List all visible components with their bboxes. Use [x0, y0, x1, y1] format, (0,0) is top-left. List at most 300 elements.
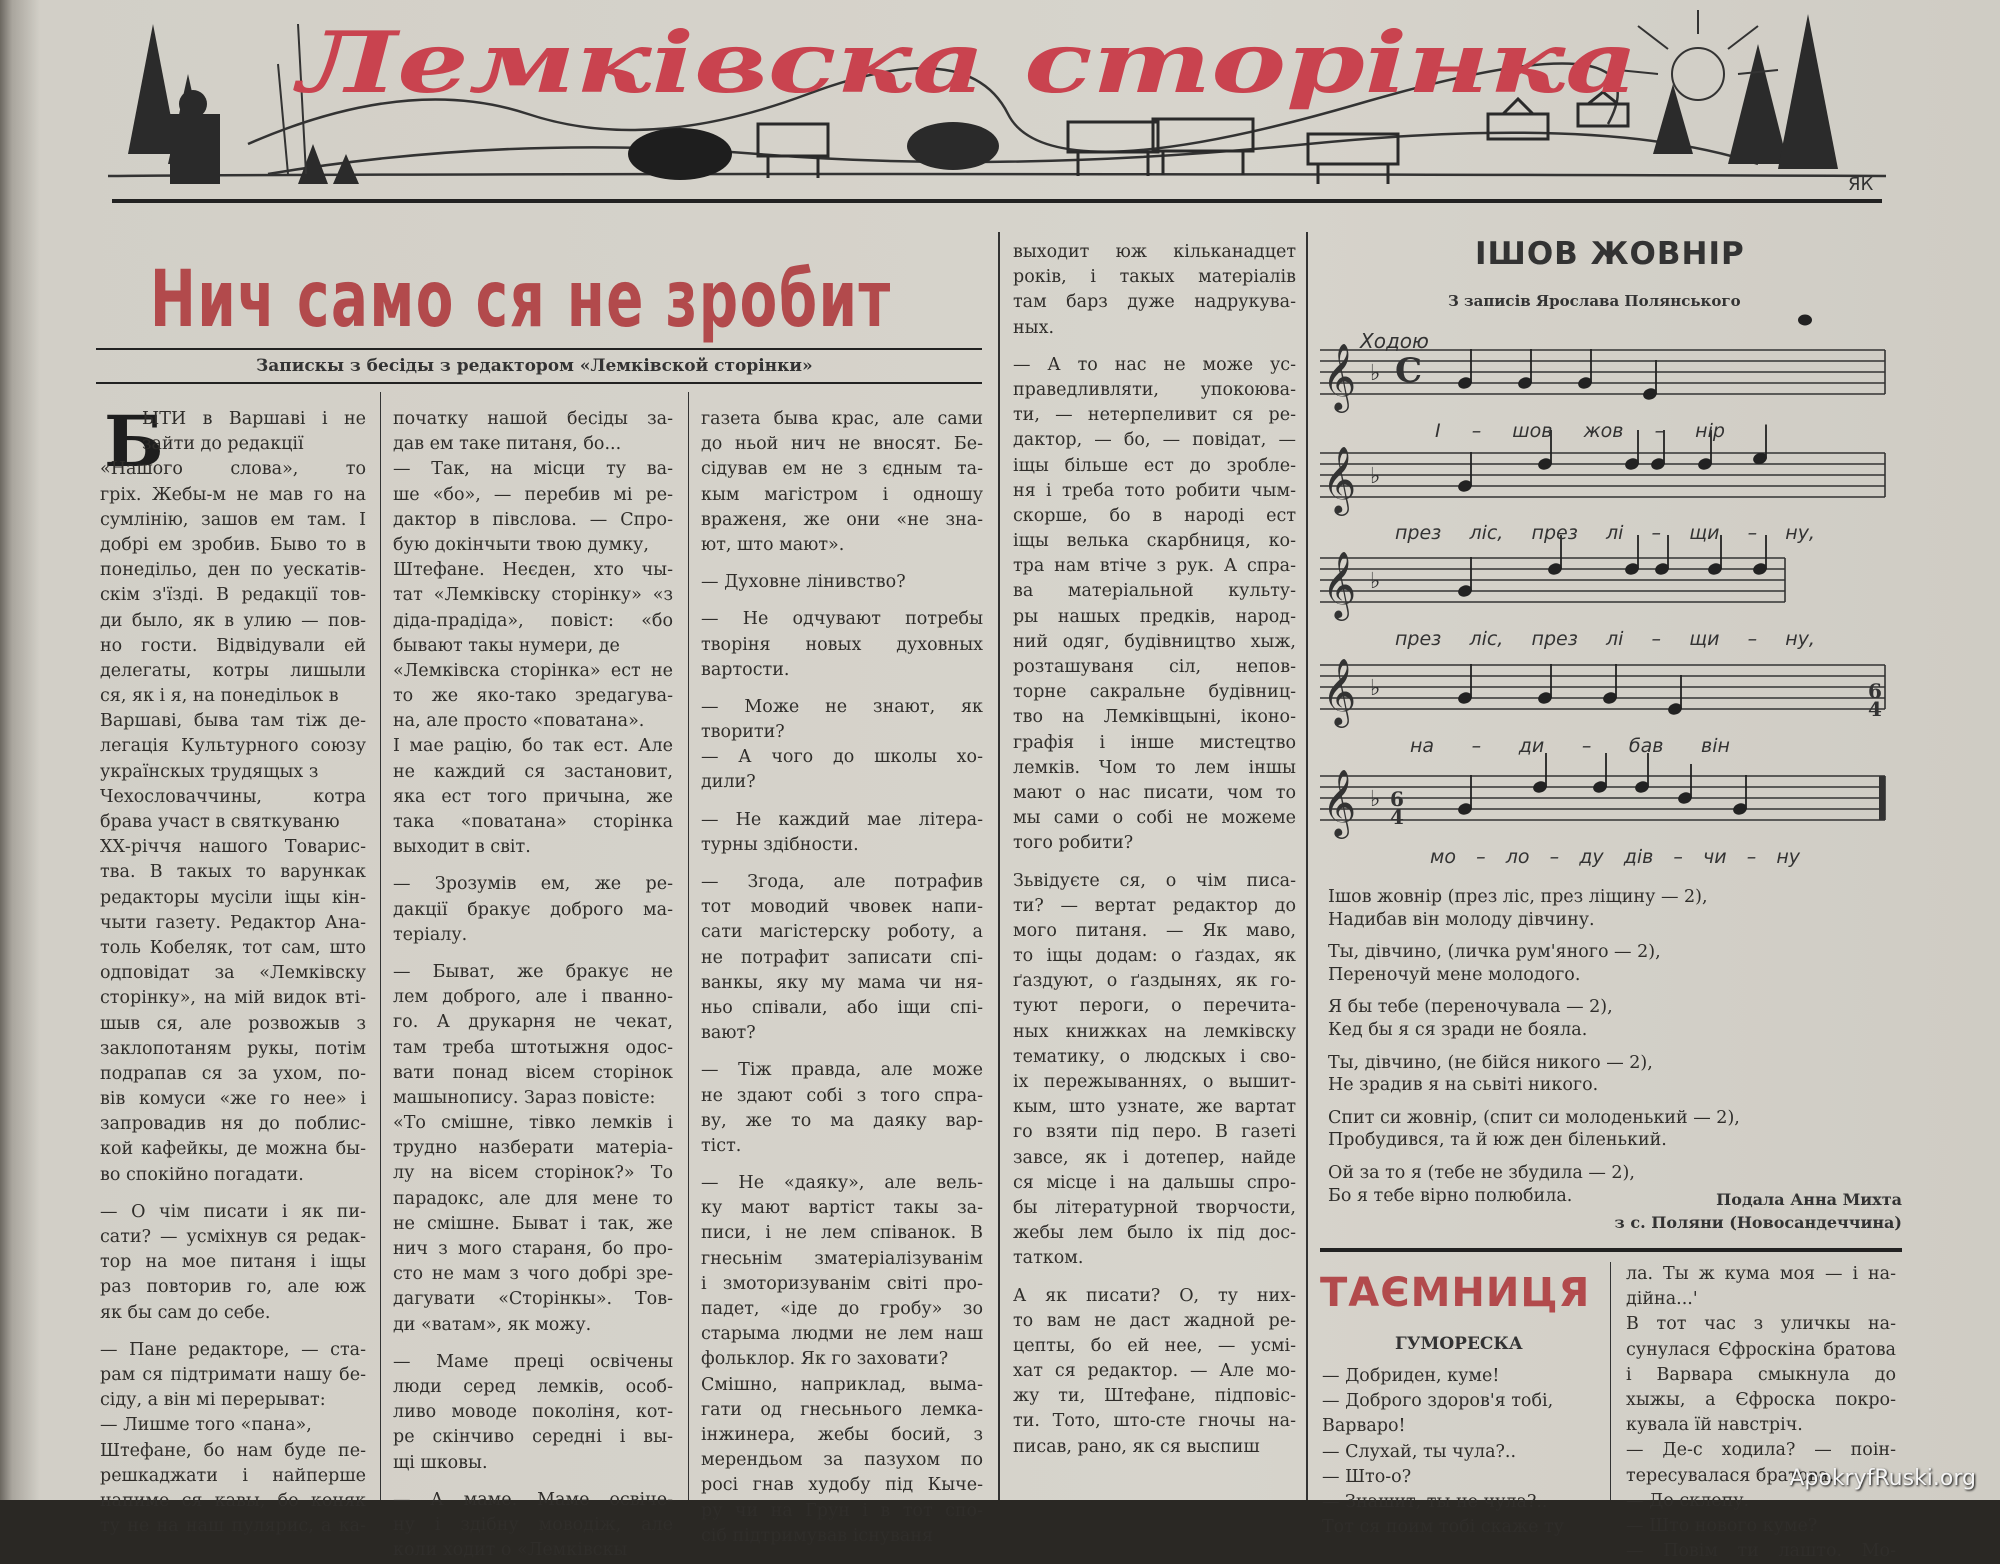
text-line: щі шковы.	[393, 1452, 488, 1473]
text-line: графія і інше мистецтво	[1013, 732, 1296, 753]
text-line: ХХ-річчя нашого Товарис-	[100, 837, 366, 858]
text-line: Варваро!	[1322, 1416, 1406, 1437]
text-line: ву, же то ма даяку вар-	[701, 1110, 983, 1131]
verse-stanza	[1328, 941, 1740, 986]
text-line: гріх. Жебы-м не мав го на	[100, 484, 366, 505]
text-line: ла. Ты ж кума моя — і на-	[1626, 1264, 1896, 1284]
text-line: цепты, бо ей нее, — усмі-	[1013, 1335, 1296, 1356]
text-line: іщы більше ест до зробле-	[1013, 455, 1296, 476]
text-line: — Де-с ходила? — поін-	[1626, 1440, 1896, 1461]
lyric-syllable: ну,	[1785, 628, 1815, 650]
text-line: легація Культурного союзу	[100, 736, 366, 757]
text-line: сумлінію, зашов ем там. І	[100, 509, 366, 530]
text-line: — Повім ти лашто. Мо-	[1626, 1541, 1896, 1562]
text-line: як бы сам до себе.	[100, 1302, 271, 1323]
text-line: дакції бракує доброго ма-	[393, 899, 673, 920]
text-line: ных.	[1013, 317, 1055, 338]
verse-line: Я бы тебе (переночувала — 2),	[1328, 997, 1613, 1018]
text-line: старыма людми не лем наш	[701, 1324, 983, 1345]
text-line: турны здібности.	[701, 834, 859, 855]
text-line: дили?	[701, 772, 756, 793]
text-line: кым магістром і одношу	[701, 484, 983, 505]
lyric-syllable: ди	[1518, 735, 1545, 757]
verse-line: Бо я тебе вірно полюбила.	[1328, 1185, 1573, 1206]
text-line: ЫТИ в Варшаві і не	[142, 409, 366, 429]
paragraph-gap	[701, 796, 983, 808]
flat-key-signature-icon: ♭	[1370, 464, 1381, 489]
text-line: ше «бо», — перебив мі ре-	[393, 484, 673, 505]
headline-rule	[96, 348, 982, 350]
text-line: го взяти під перо. В газеті	[1013, 1122, 1296, 1143]
text-line: ся, як і я, на понедільок в	[100, 686, 339, 707]
drop-cap: Б	[104, 400, 164, 483]
article-headline: Нич само ся не зробит	[150, 255, 892, 345]
text-line: парадокс, але для мене то	[393, 1188, 673, 1209]
text-line: го. А друкарня не чекат,	[393, 1012, 673, 1033]
column-rule	[380, 392, 381, 1500]
text-line: українскых трудящых з	[100, 761, 319, 782]
lyric-syllable: –	[1746, 846, 1757, 868]
text-line: заклопотаням рукы, потім	[100, 1038, 366, 1059]
text-line: брава участ в святкуваню	[100, 812, 340, 832]
column-rule	[688, 392, 689, 1500]
banner-illustration	[108, 4, 1886, 204]
humoresque-column-left	[1322, 1352, 1594, 1538]
text-line: кым, што узнате, же вартат	[1013, 1097, 1296, 1118]
treble-clef-icon: 𝄞	[1322, 550, 1357, 618]
text-line: В тот час з уличкы на-	[1626, 1314, 1896, 1335]
text-line: ют, што мают».	[701, 534, 845, 555]
banner-title: Лемківска сторінка	[292, 13, 1638, 112]
text-line: не здают собі з того спра-	[701, 1085, 983, 1106]
text-line: тат «Лемківску сторінку» «з	[393, 585, 673, 606]
text-line: і змоторизуванім світі про-	[701, 1273, 983, 1294]
text-line: сунулася Єфроскіна братова	[1626, 1339, 1896, 1360]
text-line: лемків. Чом то лем іншы	[1013, 757, 1296, 778]
lyric-syllable: дів	[1623, 846, 1654, 868]
paragraph-gap	[393, 1338, 673, 1350]
text-line: тот моводий чвовек напи-	[701, 897, 983, 918]
paragraph-gap	[393, 1476, 673, 1488]
text-line: подрапав ся за ухом, по-	[100, 1063, 366, 1084]
humoresque-genre: ГУМОРЕСКА	[1395, 1334, 1523, 1354]
paragraph-gap	[701, 683, 983, 695]
text-line: — Зрозумів ем, же ре-	[393, 874, 673, 895]
text-line: во спокійно погадати.	[100, 1164, 304, 1185]
lyric-syllable: през	[1531, 522, 1578, 544]
text-line: ти, — нетерпеливит ся ре-	[1013, 405, 1296, 426]
lyric-syllable: –	[1549, 846, 1560, 868]
text-line: гати од гнесьнього лемка-	[701, 1399, 983, 1420]
text-line: така «поватана» сторінка	[393, 812, 673, 832]
text-line: праведливляти, упокоюва-	[1013, 379, 1296, 400]
verse-line: Пробудився, та й юж ден біленький.	[1328, 1130, 1667, 1151]
section-rule	[1320, 1248, 1902, 1252]
text-line: сати? — усміхнув ся редак-	[100, 1227, 366, 1247]
text-line: вів комуси «же го нее» і	[100, 1089, 366, 1110]
lyrics-line-1	[1435, 420, 1725, 442]
text-line: ґаздуют, о ґаздынях, як го-	[1013, 971, 1296, 992]
lyric-syllable: жов	[1583, 420, 1624, 442]
text-line: ру чи на Грун і в тот спо-	[701, 1500, 983, 1521]
text-line: Штефане. Неєден, хто чы-	[393, 560, 673, 581]
text-line: кой кафейкы, де можна бы-	[100, 1139, 366, 1160]
text-line: скорше, бо в народі ест	[1013, 505, 1296, 526]
text-line: — Што-о?	[1322, 1466, 1412, 1487]
text-line: ку мают вартіст такы за-	[701, 1198, 983, 1219]
lyric-syllable: бав	[1628, 735, 1664, 757]
text-line: дактор, — бо, — повідат, —	[1013, 430, 1296, 451]
text-line: ту не на наш пулярис, а ка-	[100, 1516, 366, 1537]
text-line: того робити?	[1013, 833, 1134, 854]
banner-rule	[112, 199, 1882, 203]
text-line: Варшаві, быва там тіж де-	[100, 711, 366, 732]
verse-line: Надибав він молоду дівчину.	[1328, 909, 1595, 930]
flat-key-signature-icon: ♭	[1370, 787, 1381, 812]
text-line: мают о нас писати, чом то	[1013, 782, 1296, 803]
text-line: — Може не знают, як	[701, 696, 983, 717]
text-line: скім з'їзді. В редакції тов-	[100, 585, 366, 606]
lyric-syllable: ду	[1579, 846, 1604, 868]
text-line: сторінку», на мій видок вті-	[100, 988, 366, 1009]
text-line: мого питаня. — Як маво,	[1013, 920, 1296, 941]
lyric-syllable: ну,	[1785, 522, 1815, 544]
credit-contributor: Подала Анна Михта	[1716, 1190, 1902, 1209]
lyric-syllable: –	[1581, 735, 1592, 757]
text-line: теріалу.	[393, 924, 468, 945]
text-line: — Не одчувают потребы	[701, 609, 983, 630]
text-line: тор на мое питаня і іщы	[100, 1252, 366, 1273]
lyric-syllable: през	[1531, 628, 1578, 650]
lyric-syllable: ну	[1776, 846, 1800, 868]
paragraph-gap	[1013, 1272, 1296, 1284]
song-title: ІШОВ ЖОВНІР	[1475, 236, 1745, 272]
text-line: запровадив ня до поблис-	[100, 1114, 366, 1135]
text-line: росі гнав худобу під Кыче-	[701, 1475, 983, 1496]
time-signature: C	[1395, 351, 1423, 391]
text-line: ре скінчиво середні і вы-	[393, 1427, 673, 1448]
song-source: З записів Ярослава Полянського	[1448, 292, 1741, 310]
final-barline	[1879, 776, 1885, 820]
text-line: но гости. Відвідували ей	[100, 635, 366, 656]
text-line: татком.	[1013, 1248, 1084, 1269]
paragraph-gap	[701, 858, 983, 870]
text-line: кувала їй навстріч.	[1626, 1415, 1803, 1436]
column-rule	[998, 232, 1000, 1500]
text-line: років, і такых матеріалів	[1013, 267, 1296, 288]
lyric-syllable: през	[1395, 522, 1442, 544]
lyric-syllable: –	[1654, 420, 1665, 442]
text-line: — А маме. Маме освіче-	[393, 1489, 673, 1510]
time-signature: 6	[1390, 787, 1404, 811]
text-line: творіня новых духовных	[701, 634, 983, 655]
lyric-syllable: –	[1476, 846, 1486, 868]
paragraph-gap	[701, 1159, 983, 1171]
paragraph-gap	[393, 860, 673, 872]
text-line: трудно назберати матеріа-	[393, 1138, 673, 1159]
lyric-syllable: ліс,	[1469, 628, 1504, 650]
flat-key-signature-icon: ♭	[1370, 569, 1381, 594]
text-line: — О чім писати і як пи-	[100, 1201, 366, 1222]
lyric-syllable: І	[1435, 420, 1441, 442]
lyric-syllable: –	[1651, 628, 1662, 650]
text-line: тематику, о людскых і сво-	[1013, 1046, 1296, 1067]
text-line: напиме ся кавы, бо коняк	[100, 1490, 366, 1511]
text-line: враженя, же они «не зна-	[701, 509, 983, 530]
subhead-rule	[96, 382, 982, 384]
lyric-syllable: чи	[1703, 846, 1727, 868]
text-line: яка ест того причына, же	[393, 786, 673, 807]
text-line: ти? — вертат редактор до	[1013, 895, 1296, 916]
text-line: і Варвара смыкнула до	[1626, 1364, 1896, 1385]
text-line: писав, рано, як ся выспиш	[1013, 1436, 1260, 1457]
text-line: дагувати «Сторінкы». Тов-	[393, 1289, 673, 1310]
article-column-2	[393, 407, 673, 1561]
text-line: туют пероги, о перечита-	[1013, 996, 1296, 1017]
text-line: тіст.	[701, 1135, 742, 1156]
text-line: вают?	[701, 1023, 756, 1044]
text-line: Штефане, бо нам буде пе-	[100, 1440, 366, 1461]
text-line: завсе, як і дотепер, найде	[1013, 1147, 1296, 1168]
time-signature: 4	[1868, 697, 1882, 721]
column-rule	[1306, 232, 1308, 1500]
text-line: ти. Тото, што-сте гночы на-	[1013, 1411, 1296, 1432]
paragraph-gap	[1322, 1352, 1594, 1364]
text-line: — Духовне лінивство?	[701, 572, 906, 593]
text-line: ня і треба тото робити чым-	[1013, 480, 1296, 501]
article-subheadline: Запискы з бесіды з редактором «Лемківской сторінки»	[256, 356, 813, 376]
lyric-syllable: нір	[1695, 420, 1725, 442]
lyrics-line-5	[1430, 846, 1800, 868]
humoresque-title: ТАЄМНИЦЯ	[1320, 1270, 1591, 1316]
text-line: «Лемківска сторінка» ест не	[393, 660, 673, 681]
verse-stanza	[1328, 886, 1740, 931]
lyric-syllable: –	[1747, 628, 1758, 650]
text-line: «Нашого слова», то	[100, 459, 366, 480]
flat-key-signature-icon: ♭	[1370, 676, 1381, 701]
lyric-syllable: щи	[1689, 628, 1720, 650]
text-line: писи, і не лем співанок. В	[701, 1223, 983, 1244]
column-rule	[1610, 1262, 1611, 1500]
lyric-syllable: ло	[1505, 846, 1530, 868]
text-line: редакторы мусіли іщы кін-	[100, 887, 366, 908]
text-line: лем доброго, але і пванно-	[393, 987, 673, 1008]
text-line: Чехословаччины, котра	[100, 786, 366, 807]
article-column-4	[1013, 240, 1296, 1500]
text-line: ва матеріальной культу-	[1013, 581, 1296, 602]
paragraph-gap	[1013, 857, 1296, 869]
text-line: на, але просто «поватана».	[393, 711, 645, 732]
text-line: коли ходит о «Лемківскы	[393, 1540, 628, 1561]
text-line: — Лишме того «пана»,	[100, 1415, 312, 1436]
text-line: — Знашит, ты не чула?..	[1322, 1491, 1548, 1512]
text-line: бы літературной творчости,	[1013, 1197, 1296, 1218]
text-line: мы сами о собі не можеме	[1013, 808, 1296, 829]
time-signature: 4	[1390, 805, 1404, 829]
text-line: делегаты, котры лишыли	[100, 660, 366, 681]
banner-artist-mark: ЯК	[1848, 174, 1874, 195]
text-line: тва. В такых то варункак	[100, 862, 366, 883]
text-line: ся місце і на дальшы спро-	[1013, 1172, 1296, 1193]
time-signature: 6	[1868, 679, 1882, 703]
text-line: — Доброго здоров'я тобі,	[1322, 1391, 1554, 1412]
treble-clef-icon: 𝄞	[1322, 657, 1357, 725]
text-line: розташуваня сіл, непов-	[1013, 657, 1296, 677]
paragraph-gap	[393, 948, 673, 960]
verse-stanza	[1328, 1052, 1740, 1097]
lyric-syllable: шов	[1512, 420, 1553, 442]
note-head	[1799, 315, 1812, 325]
text-line: ньо співали, або іщи спі-	[701, 997, 983, 1018]
watermark: ApokryfRuski.org	[1789, 1466, 1976, 1491]
text-line: — А то нас не може ус-	[1013, 354, 1296, 375]
text-line: то же яко-тако зредагува-	[393, 686, 673, 707]
text-line: — Маме преці освічены	[393, 1351, 673, 1372]
verse-line: Ты, дівчино, (не бійся никого — 2),	[1328, 1052, 1653, 1073]
text-line: — Добриден, куме!	[1322, 1366, 1500, 1386]
lyric-syllable: –	[1747, 522, 1758, 544]
text-line: сати магістерску роботу, а	[701, 922, 983, 943]
lyric-syllable: ліс,	[1469, 522, 1504, 544]
lyric-syllable: мо	[1430, 846, 1456, 868]
text-line: сто не мам з чого добрі зре-	[393, 1264, 673, 1285]
lyrics-line-3	[1395, 628, 1815, 650]
lyric-syllable: през	[1395, 628, 1442, 650]
text-line: жу ти, Штефане, підповіс-	[1013, 1386, 1296, 1407]
text-line: не смішне. Быват і так, же	[393, 1213, 673, 1234]
lyric-syllable: –	[1673, 846, 1683, 868]
text-line: нич з мого стараня, бо про-	[393, 1239, 673, 1259]
text-line: Тот ся поим тобі скаже ту	[1322, 1517, 1564, 1538]
lyric-syllable: –	[1471, 735, 1482, 757]
verse-stanza	[1328, 1107, 1740, 1152]
paragraph-gap	[701, 558, 983, 570]
text-line: — До склепу.	[1626, 1490, 1750, 1511]
text-line: А як писати? О, ту них-	[1013, 1285, 1296, 1306]
flat-key-signature-icon: ♭	[1370, 361, 1381, 386]
text-line: бую докінчыти твою думку,	[393, 534, 649, 555]
text-line: фольклор. Як го заховати?	[701, 1349, 949, 1370]
text-line: лу на вісем сторінок?» То	[393, 1163, 673, 1184]
lyrics-line-2	[1395, 522, 1815, 544]
text-line: бывают такы нумери, де	[393, 635, 620, 656]
text-line: сіб підтримував існуваня	[701, 1525, 934, 1546]
text-line: ну і здібну моводіж, але	[393, 1514, 673, 1535]
text-line: вартости.	[701, 659, 790, 680]
text-line: — Слухай, ты чула?..	[1322, 1441, 1517, 1462]
text-line: рам ся підтримати нашу бе-	[100, 1364, 366, 1385]
verse-line: Кед бы я ся зради не бояла.	[1328, 1019, 1588, 1040]
text-line: добрі ем зробив. Быво то в	[100, 534, 366, 555]
lyric-syllable: він	[1701, 735, 1730, 757]
text-line: понедільо, ден по уескатів-	[100, 560, 366, 581]
lyrics-line-4	[1410, 735, 1730, 757]
text-line: не потрафит записати спі-	[701, 947, 983, 968]
text-line: не каждий ся застановит,	[393, 761, 673, 782]
text-line: гнесьнім зматеріалізуванім	[701, 1248, 983, 1269]
verse-line: Переночуй мене молодого.	[1328, 964, 1581, 985]
text-line: тра нам втіче з рук. А спра-	[1013, 556, 1296, 577]
text-line: — Не каждий мае літера-	[701, 809, 983, 830]
text-line: ди «ватам», як можу.	[393, 1314, 592, 1335]
text-line: мерендьом за пазухом по	[701, 1450, 983, 1471]
lyric-syllable: –	[1471, 420, 1482, 442]
text-line: люди серед лемків, особ-	[393, 1376, 673, 1397]
text-line: — Згода, але потрафив	[701, 872, 983, 892]
lyric-syllable: на	[1410, 735, 1435, 757]
text-line: дактор в півслова. — Спро-	[393, 509, 673, 530]
text-line: одповідат за «Лемківску	[100, 963, 366, 984]
paragraph-gap	[100, 1188, 366, 1200]
tempo-marking: Ходою	[1360, 329, 1429, 353]
text-line: ры нашых предків, народ-	[1013, 606, 1296, 627]
lyric-syllable: лі	[1605, 522, 1624, 544]
text-line: то вам не даст жадной ре-	[1013, 1310, 1296, 1331]
text-line: початку нашой бесіды за-	[393, 409, 673, 429]
verse-line: Ты, дівчино, (личка рум'яного — 2),	[1328, 942, 1661, 963]
lyric-syllable: лі	[1605, 628, 1624, 650]
text-line: машынопису. Зараз повісте:	[393, 1087, 656, 1108]
text-line: торне сакральне будівниц-	[1013, 682, 1296, 703]
text-line: «То смішне, тівко лемків і	[393, 1113, 673, 1134]
text-line: то іщы додам: о ґаздах, як	[1013, 946, 1296, 967]
verse-stanza	[1328, 996, 1740, 1041]
text-line: раз повторив го, але юж	[100, 1277, 366, 1298]
lyric-syllable: щи	[1689, 522, 1720, 544]
credit-village: з с. Поляни (Новосандеччина)	[1614, 1213, 1902, 1232]
text-line: іщы велька скарбниця, ко-	[1013, 531, 1296, 552]
text-line: ливо моводе поколіня, кот-	[393, 1402, 673, 1423]
text-line: хыжы, а Єфроска покро-	[1626, 1389, 1896, 1410]
text-line: жебы лем было іх під дос-	[1013, 1223, 1296, 1244]
sheet-music	[1320, 320, 1920, 880]
text-line: тво на Лемківщыні, іконо-	[1013, 707, 1296, 728]
text-line: Зьвідуєте ся, о чім писа-	[1013, 870, 1296, 891]
text-line: сіду, а він мі перерыват:	[100, 1390, 326, 1411]
text-line: — Тіж правда, але може	[701, 1060, 983, 1081]
text-line: творити?	[701, 722, 785, 743]
treble-clef-icon: 𝄞	[1322, 768, 1357, 836]
text-line: там треба штотыжня одос-	[393, 1037, 673, 1058]
text-line: дійна...'	[1626, 1289, 1698, 1310]
text-line: газета быва крас, але сами	[701, 409, 983, 429]
verse-line: Не зрадив я на сьвіті никого.	[1328, 1075, 1599, 1096]
text-line: — Не «даяку», але вель-	[701, 1173, 983, 1194]
text-line: зайти до редакції	[142, 434, 304, 455]
text-line: Смішно, наприклад, выма-	[701, 1374, 983, 1395]
article-column-1	[100, 400, 366, 1537]
paragraph-gap	[701, 595, 983, 607]
verse-line: Ой за то я (тебе не збудила — 2),	[1328, 1162, 1635, 1183]
text-line: — Быват, же бракує не	[393, 961, 673, 982]
text-line: іх пережываннях, о вышит-	[1013, 1072, 1296, 1092]
text-line: там барз дуже надрукува-	[1013, 292, 1296, 313]
text-line: ных книжках на лемківску	[1013, 1021, 1296, 1042]
text-line: вати понад вісем сторінок	[393, 1062, 673, 1083]
text-line: ванкы, яку му мама чи ня-	[701, 972, 983, 993]
text-line: ди было, як в улию — пов-	[100, 610, 366, 631]
text-line: — А чого до школы хо-	[701, 747, 983, 768]
text-line: падет, «іде до гробу» зо	[701, 1299, 983, 1319]
verse-line: Ішов жовнір (през ліс, през ліщину — 2),	[1328, 887, 1708, 907]
humoresque-column-right	[1626, 1262, 1896, 1562]
lyric-syllable: –	[1651, 522, 1662, 544]
text-line: сідував ем не з єдным та-	[701, 459, 983, 480]
text-line: выходит юж кільканадцет	[1013, 242, 1296, 262]
text-line: — Так, на місци ту ва-	[393, 459, 673, 480]
treble-clef-icon: 𝄞	[1322, 342, 1357, 410]
text-line: до ньой нич не вносят. Бе-	[701, 434, 983, 455]
